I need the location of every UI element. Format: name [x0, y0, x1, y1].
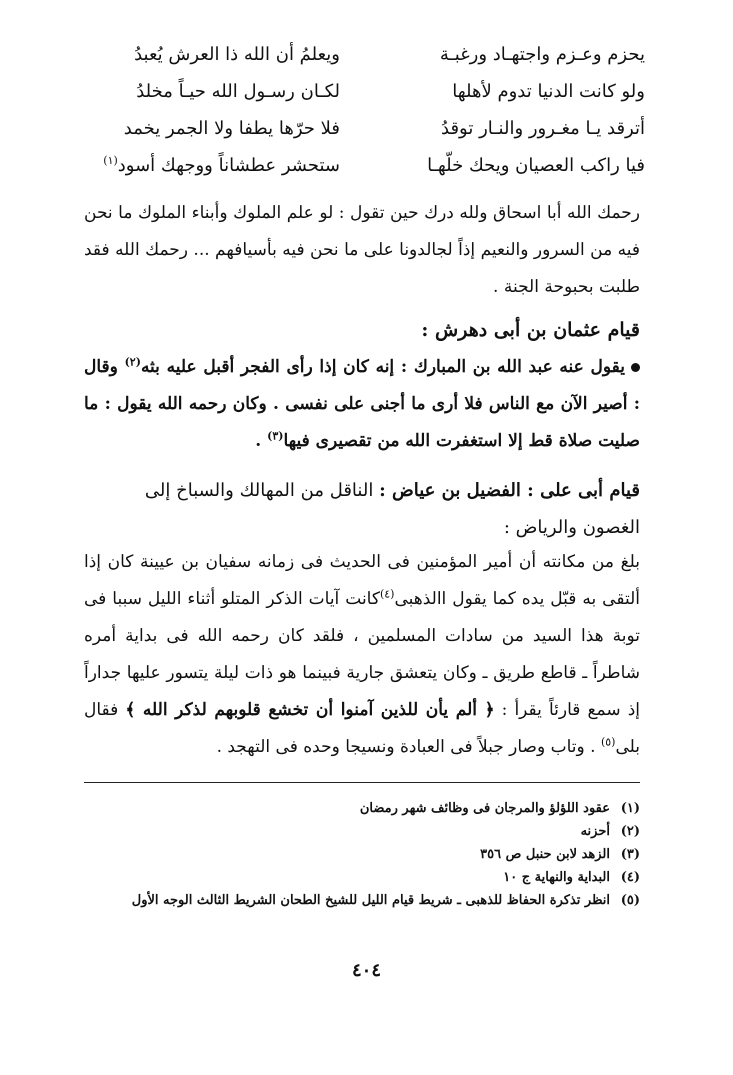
poem-verse	[85, 147, 645, 184]
paragraph-text: يقول عنه عبد الله بن المبارك : إنه كان إذا رأى الفجر أقبل عليه بثه	[140, 357, 625, 377]
paragraph-text: وقال : أصير الآن مع الناس فلا أرى ما أجنى على نفسى . وكان رحمه الله يقول : ما صليت صلاة قط إلا استغفرت الله من تقصيرى فيها	[84, 357, 640, 451]
footnote	[84, 889, 640, 912]
footnote-text: انظر تذكرة الحفاظ للذهبى ـ شريط قيام الليل للشيخ الطحان الشريط الثالث الوجه الأول	[131, 893, 610, 908]
section-heading-fudayl	[84, 472, 640, 546]
footnote-number: (٥)	[620, 893, 640, 908]
footnote	[84, 820, 640, 843]
footnote	[84, 843, 640, 866]
verse-first-hemistich: يحزم وعـزم واجتهـاد ورغبـة	[439, 44, 645, 65]
footnote-ref: (٥)	[600, 735, 616, 749]
heading-bold: قيام أبى على : الفضيل بن عياض :	[379, 480, 640, 501]
footnote	[84, 797, 640, 820]
verse-second-hemistich	[85, 147, 340, 184]
footnote-number: (٤)	[620, 870, 640, 885]
paragraph-text: فقال بلى	[84, 700, 640, 757]
paragraph-uthman	[84, 349, 640, 460]
footnote-number: (١)	[620, 801, 640, 816]
footnote-ref: (٣)	[267, 429, 284, 443]
footnote-ref: (٤)	[379, 587, 395, 601]
heading-rest: الناقل من المهالك والسباخ إلى الغصون والرياض :	[144, 480, 640, 538]
paragraph-text: .	[255, 431, 268, 451]
footnote-text: عقود اللؤلؤ والمرجان فى وظائف شهر رمضان	[359, 801, 610, 816]
poem-verse	[85, 73, 645, 110]
poem-verse	[85, 36, 645, 73]
paragraph-text: بلغ من مكانته أن أمير المؤمنين فى الحديث فى زمانه سفيان بن عيينة كان إذا ألتقى به قبّل يده كما يقول االذهبى	[84, 552, 640, 609]
footnote-divider	[84, 782, 640, 783]
verse-text: ستحشر عطشاناً ووجهك أسود	[117, 155, 340, 176]
footnote-text: البداية والنهاية ج ١٠	[503, 870, 610, 885]
verse-first-hemistich: أترقد يـا مغـرور والنـار توقدُ	[441, 118, 645, 139]
poem-verse	[85, 110, 645, 147]
quran-verse: ﴿ ألم يأن للذين آمنوا أن تخشع قلوبهم لذكر الله ﴾	[125, 700, 495, 720]
section-heading-uthman: قيام عثمان بن أبى دهرش :	[421, 319, 640, 341]
page-number: ٤٠٤	[351, 960, 381, 981]
verse-second-hemistich: ويعلمُ أن الله ذا العرش يُعبدُ	[134, 44, 340, 65]
verse-second-hemistich: فلا حرّها يطفا ولا الجمر يخمد	[123, 118, 340, 139]
footnote-number: (٢)	[620, 824, 640, 839]
footnote-text: أحزنه	[580, 824, 610, 839]
verse-first-hemistich: ولو كانت الدنيا تدوم لأهلها	[452, 81, 645, 102]
footnote-number: (٣)	[620, 847, 640, 862]
verse-first-hemistich: فيا راكب العصيان ويحك خلّهـا	[427, 155, 645, 176]
footnote	[84, 866, 640, 889]
bullet-icon	[631, 363, 640, 372]
footnote-text: الزهد لابن حنبل ص ٣٥٦	[480, 847, 610, 862]
footnote-ref: (٢)	[124, 355, 141, 369]
paragraph-text: كانت آيات الذكر المتلو أثناء الليل سببا فى توبة هذا السيد من سادات المسلمين ، فلقد كان رحمه الله فى بداية أمره شاطراً ـ قاطع طريق ـ وكان يتعشق جارية فبينما هو ذات ليلة يتسور عليها جداراً إذ سمع قارئاً يقرأ :	[84, 589, 640, 720]
poem	[85, 36, 645, 184]
footnote-ref: (١)	[103, 154, 118, 167]
footnotes	[84, 797, 640, 912]
paragraph-intro: رحمك الله أبا اسحاق ولله درك حين تقول : لو علم الملوك وأبناء الملوك ما نحن فيه من السرور والنعيم إذاً لجالدونا على ما نحن فيه بأسيافهم ... رحمك الله فقد طلبت بحبوحة الجنة .	[84, 203, 640, 297]
paragraph-fudayl	[84, 544, 640, 766]
paragraph-text: . وتاب وصار جبلاً فى العبادة ونسيجا وحده فى التهجد .	[216, 737, 601, 757]
verse-second-hemistich: لكـان رسـول الله حيـاً مخلدُ	[136, 81, 340, 102]
